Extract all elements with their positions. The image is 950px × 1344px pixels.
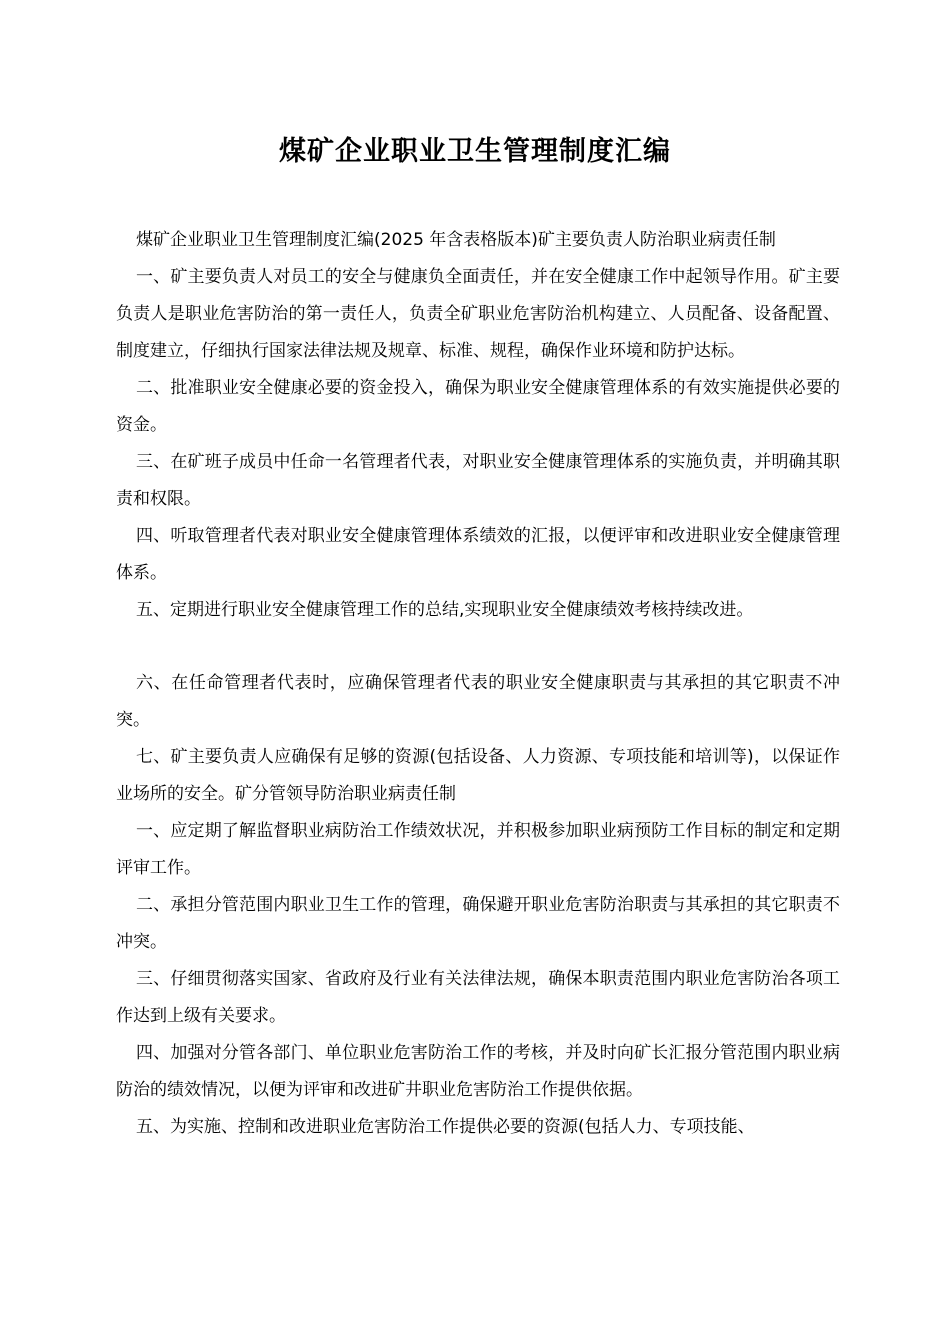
- paragraph-deputy-item-2: 二、承担分管范围内职业卫生工作的管理，确保避开职业危害防治职责与其承担的其它职责不冲突。: [116, 895, 840, 952]
- paragraph-item-3: 三、在矿班子成员中任命一名管理者代表，对职业安全健康管理体系的实施负责，并明确其职责和权限。: [116, 452, 840, 509]
- paragraph-item-7: 七、矿主要负责人应确保有足够的资源(包括设备、人力资源、专项技能和培训等)，以保证作业场所的安全。矿分管领导防治职业病责任制: [116, 747, 840, 804]
- paragraph-intro: 煤矿企业职业卫生管理制度汇编(2025 年含表格版本)矿主要负责人防治职业病责任制: [136, 230, 776, 250]
- paragraph-item-1: 一、矿主要负责人对员工的安全与健康负全面责任，并在安全健康工作中起领导作用。矿主要负责人是职业危害防治的第一责任人，负责全矿职业危害防治机构建立、人员配备、设备配置、制度建立，仔细执行国家法律法规及规章、标准、规程，确保作业环境和防护达标。: [116, 267, 840, 361]
- paragraph-deputy-item-3: 三、仔细贯彻落实国家、省政府及行业有关法律法规，确保本职责范围内职业危害防治各项工作达到上级有关要求。: [116, 969, 840, 1026]
- paragraph-deputy-item-5: 五、为实施、控制和改进职业危害防治工作提供必要的资源(包括人力、专项技能、: [136, 1117, 755, 1137]
- document-title: 煤矿企业职业卫生管理制度汇编: [279, 136, 671, 167]
- paragraph-item-2: 二、批准职业安全健康必要的资金投入，确保为职业安全健康管理体系的有效实施提供必要的资金。: [116, 378, 840, 435]
- paragraph-deputy-item-1: 一、应定期了解监督职业病防治工作绩效状况，并积极参加职业病预防工作目标的制定和定期评审工作。: [116, 821, 840, 878]
- document-body: [116, 222, 840, 1146]
- paragraph-deputy-item-4: 四、加强对分管各部门、单位职业危害防治工作的考核，并及时向矿长汇报分管范围内职业病防治的绩效情况，以便为评审和改进矿井职业危害防治工作提供依据。: [116, 1043, 840, 1100]
- paragraph-item-6: 六、在任命管理者代表时，应确保管理者代表的职业安全健康职责与其承担的其它职责不冲突。: [116, 673, 840, 730]
- paragraph-item-5: 五、定期进行职业安全健康管理工作的总结,实现职业安全健康绩效考核持续改进。: [136, 600, 754, 620]
- paragraph-item-4: 四、听取管理者代表对职业安全健康管理体系绩效的汇报，以便评审和改进职业安全健康管理体系。: [116, 526, 840, 583]
